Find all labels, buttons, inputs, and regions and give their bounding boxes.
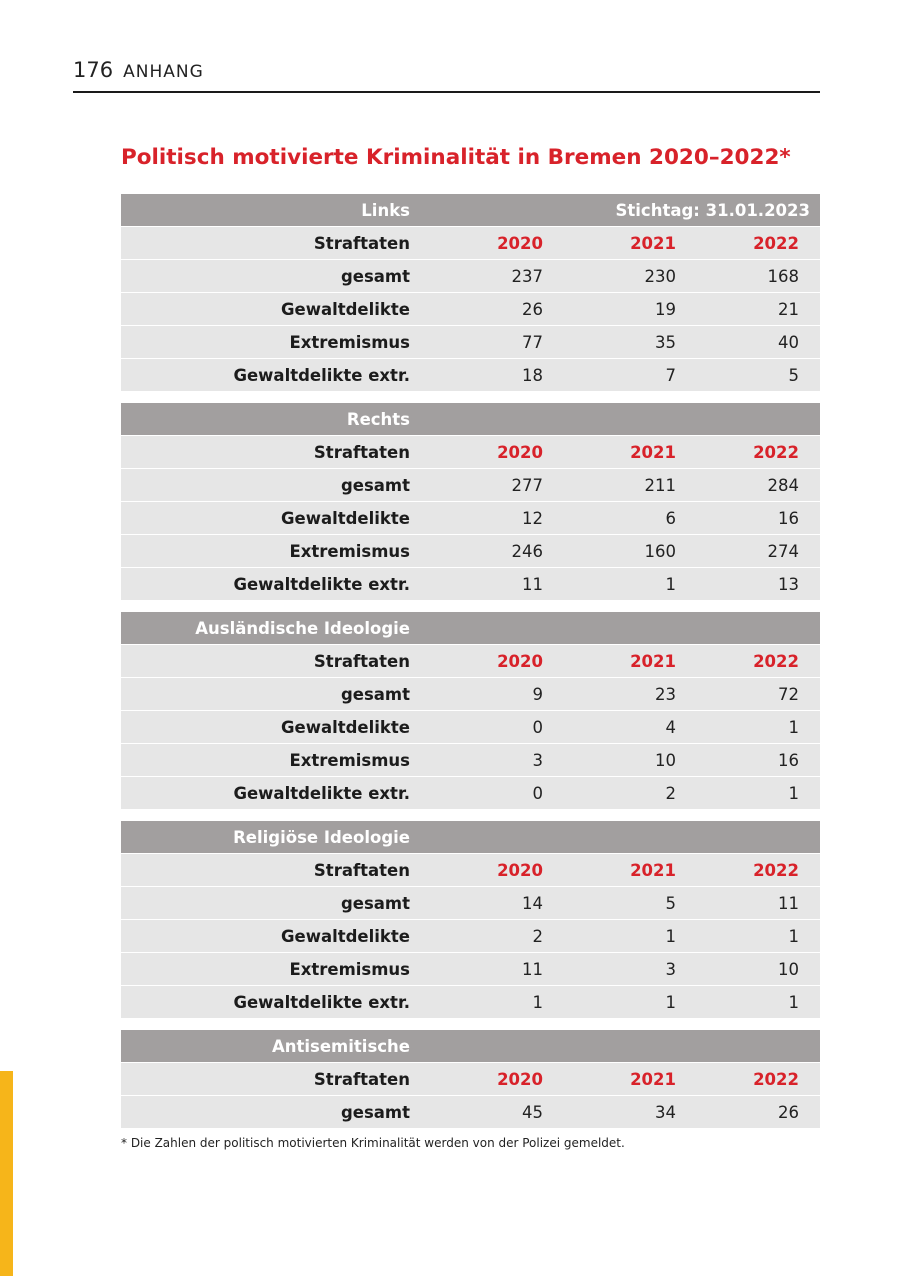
table-cell: 274	[767, 541, 799, 561]
category-name: Ausländische Ideologie	[195, 618, 410, 638]
table-cell: 40	[778, 332, 799, 352]
table-row	[121, 953, 820, 986]
table-cell: 9	[532, 684, 543, 704]
year-header: 2020	[497, 442, 543, 462]
row-label: Straftaten	[313, 1069, 410, 1089]
table-cell: 14	[522, 893, 543, 913]
row-label: Straftaten	[313, 860, 410, 880]
row-label: Extremismus	[289, 750, 410, 770]
table-row	[121, 293, 820, 326]
table-cell: 12	[522, 508, 543, 528]
row-label: Extremismus	[289, 332, 410, 352]
table-cell: 16	[778, 508, 799, 528]
row-label: Gewaltdelikte	[280, 299, 410, 319]
year-row	[121, 227, 820, 260]
crime-statistics-table	[121, 194, 820, 1140]
table-row	[121, 326, 820, 359]
category-name: Links	[361, 200, 410, 220]
table-cell: 45	[522, 1102, 543, 1122]
year-header: 2021	[630, 233, 676, 253]
table-cell: 5	[788, 365, 799, 385]
category-block	[121, 1030, 820, 1129]
category-header-row	[121, 821, 820, 854]
year-row	[121, 645, 820, 678]
table-cell: 13	[778, 574, 799, 594]
category-block	[121, 194, 820, 392]
table-cell: 35	[655, 332, 676, 352]
table-cell: 18	[522, 365, 543, 385]
table-cell: 211	[644, 475, 676, 495]
year-header: 2021	[630, 1069, 676, 1089]
table-cell: 11	[522, 574, 543, 594]
year-header: 2022	[753, 651, 799, 671]
year-header: 2020	[497, 651, 543, 671]
year-header: 2020	[497, 233, 543, 253]
table-cell: 2	[532, 926, 543, 946]
category-name: Antisemitische	[271, 1036, 410, 1056]
table-row	[121, 920, 820, 953]
table-cell: 4	[665, 717, 676, 737]
year-row	[121, 436, 820, 469]
table-cell: 26	[522, 299, 543, 319]
year-row	[121, 854, 820, 887]
table-row	[121, 260, 820, 293]
running-head	[73, 58, 820, 93]
table-cell: 26	[778, 1102, 799, 1122]
reference-date: Stichtag: 31.01.2023	[615, 200, 810, 220]
table-cell: 3	[665, 959, 676, 979]
table-cell: 284	[767, 475, 799, 495]
table-cell: 1	[788, 717, 799, 737]
table-cell: 21	[778, 299, 799, 319]
year-header: 2022	[753, 442, 799, 462]
category-block	[121, 403, 820, 601]
page-number: 176	[73, 58, 114, 82]
table-cell: 11	[522, 959, 543, 979]
page-title: Politisch motivierte Kriminalität in Bremen 2020–2022*	[121, 145, 791, 170]
table-cell: 10	[655, 750, 676, 770]
year-header: 2020	[497, 860, 543, 880]
row-label: Gewaltdelikte	[280, 926, 410, 946]
table-cell: 1	[665, 992, 676, 1012]
row-label: Straftaten	[313, 651, 410, 671]
table-cell: 1	[532, 992, 543, 1012]
category-header-row	[121, 612, 820, 645]
table-cell: 230	[644, 266, 676, 286]
row-label: Gewaltdelikte extr.	[233, 574, 410, 594]
table-cell: 1	[788, 783, 799, 803]
table-cell: 160	[644, 541, 676, 561]
table-cell: 168	[767, 266, 799, 286]
table-row	[121, 469, 820, 502]
row-label: Straftaten	[313, 442, 410, 462]
table-cell: 0	[532, 783, 543, 803]
table-row	[121, 711, 820, 744]
section-title: ANHANG	[123, 62, 204, 82]
table-row	[121, 887, 820, 920]
year-header: 2021	[630, 651, 676, 671]
year-header: 2022	[753, 1069, 799, 1089]
table-cell: 1	[665, 574, 676, 594]
row-label: gesamt	[340, 266, 410, 286]
table-row	[121, 502, 820, 535]
table-cell: 77	[522, 332, 543, 352]
table-cell: 246	[511, 541, 543, 561]
table-row	[121, 535, 820, 568]
row-label: gesamt	[340, 893, 410, 913]
row-label: Gewaltdelikte extr.	[233, 992, 410, 1012]
row-label: Extremismus	[289, 541, 410, 561]
row-label: gesamt	[340, 475, 410, 495]
table-row	[121, 986, 820, 1019]
table-cell: 6	[665, 508, 676, 528]
category-block	[121, 612, 820, 810]
table-row	[121, 1096, 820, 1129]
table-cell: 19	[655, 299, 676, 319]
footnote: * Die Zahlen der politisch motivierten Kriminalität werden von der Polizei gemeldet.	[121, 1136, 625, 1150]
year-header: 2022	[753, 233, 799, 253]
row-label: Gewaltdelikte	[280, 717, 410, 737]
side-accent-bar	[0, 1071, 13, 1276]
category-name: Religiöse Ideologie	[233, 827, 410, 847]
row-label: Extremismus	[289, 959, 410, 979]
table-row	[121, 568, 820, 601]
table-cell: 1	[788, 992, 799, 1012]
table-cell: 10	[778, 959, 799, 979]
table-cell: 237	[511, 266, 543, 286]
year-header: 2021	[630, 860, 676, 880]
table-cell: 7	[665, 365, 676, 385]
category-block	[121, 821, 820, 1019]
table-cell: 16	[778, 750, 799, 770]
row-label: Gewaltdelikte extr.	[233, 365, 410, 385]
category-header-row	[121, 1030, 820, 1063]
row-label: gesamt	[340, 1102, 410, 1122]
year-header: 2020	[497, 1069, 543, 1089]
table-cell: 0	[532, 717, 543, 737]
row-label: Gewaltdelikte	[280, 508, 410, 528]
table-cell: 1	[788, 926, 799, 946]
table-row	[121, 777, 820, 810]
category-name: Rechts	[346, 409, 410, 429]
row-label: Straftaten	[313, 233, 410, 253]
table-row	[121, 678, 820, 711]
table-cell: 277	[511, 475, 543, 495]
table-cell: 11	[778, 893, 799, 913]
table-cell: 1	[665, 926, 676, 946]
table-cell: 23	[655, 684, 676, 704]
year-row	[121, 1063, 820, 1096]
table-cell: 5	[665, 893, 676, 913]
year-header: 2021	[630, 442, 676, 462]
category-header-row	[121, 194, 820, 227]
table-cell: 3	[532, 750, 543, 770]
table-row	[121, 359, 820, 392]
category-header-row	[121, 403, 820, 436]
year-header: 2022	[753, 860, 799, 880]
row-label: gesamt	[340, 684, 410, 704]
row-label: Gewaltdelikte extr.	[233, 783, 410, 803]
table-cell: 34	[655, 1102, 676, 1122]
table-row	[121, 744, 820, 777]
table-cell: 72	[778, 684, 799, 704]
table-cell: 2	[665, 783, 676, 803]
